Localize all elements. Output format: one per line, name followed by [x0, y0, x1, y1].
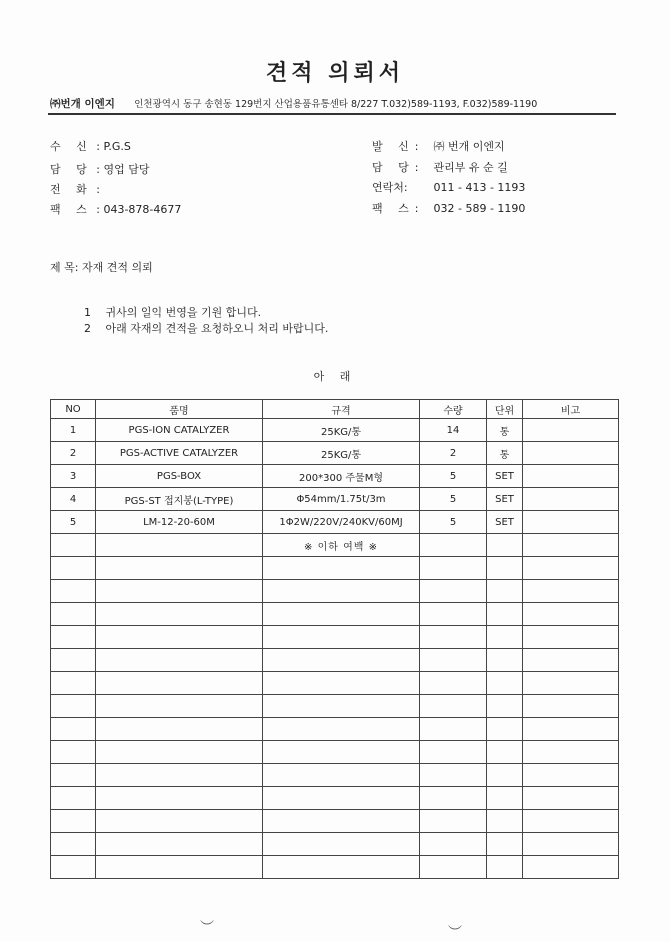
cell-spec: 25KG/통: [263, 442, 420, 465]
empty-cell: [51, 649, 96, 672]
header-spec: 규격: [263, 400, 420, 419]
empty-cell: [263, 580, 420, 603]
empty-cell: [420, 718, 487, 741]
empty-cell: [487, 672, 523, 695]
table-row: [51, 741, 619, 764]
sender-phone-value: 011 - 413 - 1193: [433, 181, 526, 194]
cell-spec: 25KG/통: [263, 419, 420, 442]
empty-cell: [523, 833, 619, 856]
table-row: [51, 603, 619, 626]
header-quantity: 수량: [420, 400, 487, 419]
paragraph-number: 1: [84, 306, 91, 319]
empty-cell: [51, 695, 96, 718]
empty-cell: [51, 787, 96, 810]
sender-contact-value: 관리부 유 순 길: [433, 161, 508, 174]
table-row: [51, 672, 619, 695]
recipient-fax-value: : 043-878-4677: [96, 203, 182, 216]
empty-cell: [487, 764, 523, 787]
table-row: [51, 695, 619, 718]
company-address: 인천광역시 동구 송현동 129번지 산업용품유통센타 8/227 T.032)589-1193, F.032)589-1190: [134, 99, 538, 110]
empty-cell: [263, 833, 420, 856]
recipient-contact-value: : 영업 담당: [96, 163, 150, 176]
empty-cell: [420, 534, 487, 557]
empty-cell: [523, 741, 619, 764]
empty-cell: [523, 672, 619, 695]
sender-from: [372, 138, 505, 154]
paragraph-1: [84, 304, 261, 320]
empty-cell: [263, 856, 420, 879]
empty-cell: [96, 626, 263, 649]
document-title: 견적 의뢰서: [266, 61, 404, 86]
empty-cell: [487, 626, 523, 649]
recipient-to-label: 수 신: [50, 140, 93, 153]
empty-cell: [51, 557, 96, 580]
empty-cell: [51, 672, 96, 695]
empty-cell: [487, 787, 523, 810]
empty-cell: [263, 626, 420, 649]
sender-from-label: 발 신:: [372, 140, 425, 153]
empty-cell: [263, 649, 420, 672]
cell-no: 1: [51, 419, 96, 442]
empty-cell: [523, 764, 619, 787]
cell-item-name: LM-12-20-60M: [96, 511, 263, 534]
cell-quantity: 14: [420, 419, 487, 442]
table-row: [51, 764, 619, 787]
empty-cell: [523, 718, 619, 741]
empty-cell: [96, 534, 263, 557]
table-row: [51, 787, 619, 810]
table-row: [51, 856, 619, 879]
cell-unit: SET: [487, 488, 523, 511]
table-header-row: [51, 400, 619, 419]
empty-cell: [420, 741, 487, 764]
empty-cell: [263, 787, 420, 810]
sender-contact: [372, 159, 508, 175]
table-row: [51, 419, 619, 442]
table-row: [51, 649, 619, 672]
empty-cell: [263, 718, 420, 741]
table-row: [51, 626, 619, 649]
cell-no: 5: [51, 511, 96, 534]
empty-cell: [487, 856, 523, 879]
header-unit: 단위: [487, 400, 523, 419]
empty-cell: [523, 649, 619, 672]
empty-cell: [523, 856, 619, 879]
sender-phone-label: 연락처:: [372, 181, 408, 194]
empty-cell: [51, 810, 96, 833]
empty-cell: [51, 718, 96, 741]
empty-cell: [487, 833, 523, 856]
empty-cell: [96, 557, 263, 580]
cell-spec: Φ54mm/1.75t/3m: [263, 488, 420, 511]
cell-item-name: PGS-ION CATALYZER: [96, 419, 263, 442]
empty-cell: [51, 534, 96, 557]
end-note: ※ 이하 여백 ※: [263, 534, 420, 557]
empty-cell: [96, 787, 263, 810]
empty-cell: [96, 603, 263, 626]
empty-cell: [420, 603, 487, 626]
sender-phone: [372, 179, 525, 195]
cell-no: 2: [51, 442, 96, 465]
empty-cell: [420, 626, 487, 649]
table-row: [51, 557, 619, 580]
recipient-contact-label: 담 당: [50, 163, 93, 176]
cell-unit: SET: [487, 465, 523, 488]
recipient-phone-label: 전 화: [50, 183, 93, 196]
cell-unit: SET: [487, 511, 523, 534]
empty-cell: [96, 856, 263, 879]
cell-remarks: [523, 442, 619, 465]
empty-cell: [420, 810, 487, 833]
sender-fax-label: 팩 스:: [372, 202, 425, 215]
empty-cell: [523, 695, 619, 718]
paragraph-text: 아래 자재의 견적을 요청하오니 처리 바랍니다.: [105, 322, 329, 335]
cell-quantity: 5: [420, 465, 487, 488]
scan-mark: ︶: [200, 920, 214, 936]
subject-line: [50, 259, 153, 275]
empty-cell: [96, 649, 263, 672]
empty-cell: [96, 695, 263, 718]
empty-cell: [420, 557, 487, 580]
table-row: [51, 718, 619, 741]
empty-cell: [51, 580, 96, 603]
empty-cell: [487, 649, 523, 672]
empty-cell: [487, 580, 523, 603]
empty-cell: [523, 603, 619, 626]
table-row: [51, 534, 619, 557]
cell-unit: 통: [487, 419, 523, 442]
cell-item-name: PGS-BOX: [96, 465, 263, 488]
empty-cell: [523, 787, 619, 810]
paragraph-number: 2: [84, 322, 91, 335]
cell-unit: 통: [487, 442, 523, 465]
empty-cell: [420, 695, 487, 718]
recipient-to: [50, 138, 131, 154]
cell-item-name: PGS-ST 접지봉(L-TYPE): [96, 488, 263, 511]
sender-contact-label: 담 당:: [372, 161, 425, 174]
empty-cell: [420, 649, 487, 672]
empty-cell: [487, 557, 523, 580]
company-name: ㈜번개 이엔지: [50, 98, 115, 110]
recipient-phone-value: :: [96, 183, 100, 196]
table-row: [51, 580, 619, 603]
recipient-fax-label: 팩 스: [50, 203, 93, 216]
recipient-phone: [50, 181, 100, 197]
scan-mark: ︶: [448, 925, 462, 941]
recipient-contact: [50, 161, 149, 177]
cell-quantity: 2: [420, 442, 487, 465]
empty-cell: [51, 764, 96, 787]
empty-cell: [51, 741, 96, 764]
empty-cell: [523, 580, 619, 603]
empty-cell: [420, 764, 487, 787]
empty-cell: [420, 833, 487, 856]
cell-remarks: [523, 511, 619, 534]
cell-spec: 1Φ2W/220V/240KV/60MJ: [263, 511, 420, 534]
empty-cell: [487, 718, 523, 741]
empty-cell: [487, 534, 523, 557]
empty-cell: [487, 603, 523, 626]
table-row: [51, 810, 619, 833]
table-row: [51, 465, 619, 488]
cell-remarks: [523, 419, 619, 442]
items-table: [50, 399, 619, 879]
paragraph-2: [84, 320, 328, 336]
header-remarks: 비고: [523, 400, 619, 419]
empty-cell: [523, 557, 619, 580]
empty-cell: [96, 741, 263, 764]
empty-cell: [96, 580, 263, 603]
subject-value: 자재 견적 의뢰: [81, 261, 153, 274]
header-no: NO: [51, 400, 96, 419]
cell-remarks: [523, 488, 619, 511]
cell-item-name: PGS-ACTIVE CATALYZER: [96, 442, 263, 465]
sender-fax-value: 032 - 589 - 1190: [433, 202, 526, 215]
table-row: [51, 488, 619, 511]
empty-cell: [96, 764, 263, 787]
recipient-to-value: : P.G.S: [96, 140, 131, 153]
empty-cell: [420, 672, 487, 695]
company-header: [50, 96, 537, 111]
table-row: [51, 833, 619, 856]
empty-cell: [51, 833, 96, 856]
empty-cell: [263, 741, 420, 764]
sender-fax: [372, 200, 525, 216]
empty-cell: [420, 856, 487, 879]
empty-cell: [263, 810, 420, 833]
empty-cell: [96, 672, 263, 695]
empty-cell: [96, 718, 263, 741]
cell-remarks: [523, 465, 619, 488]
cell-no: 4: [51, 488, 96, 511]
cell-no: 3: [51, 465, 96, 488]
empty-cell: [263, 695, 420, 718]
empty-cell: [487, 810, 523, 833]
empty-cell: [96, 810, 263, 833]
cell-quantity: 5: [420, 511, 487, 534]
cell-quantity: 5: [420, 488, 487, 511]
below-heading: 아 래: [313, 370, 357, 383]
paragraph-text: 귀사의 일익 번영을 기원 합니다.: [105, 306, 262, 319]
empty-cell: [263, 603, 420, 626]
empty-cell: [420, 787, 487, 810]
cell-spec: 200*300 주물M형: [263, 465, 420, 488]
empty-cell: [487, 741, 523, 764]
empty-cell: [523, 534, 619, 557]
recipient-fax: [50, 201, 181, 217]
subject-label: 제 목:: [50, 261, 79, 274]
empty-cell: [523, 810, 619, 833]
empty-cell: [263, 672, 420, 695]
table-row: [51, 442, 619, 465]
empty-cell: [96, 833, 263, 856]
table-row: [51, 511, 619, 534]
empty-cell: [523, 626, 619, 649]
empty-cell: [487, 695, 523, 718]
empty-cell: [51, 603, 96, 626]
empty-cell: [51, 626, 96, 649]
sender-from-value: ㈜ 번개 이엔지: [433, 140, 505, 153]
empty-cell: [51, 856, 96, 879]
empty-cell: [263, 557, 420, 580]
header-divider: [48, 113, 616, 115]
empty-cell: [263, 764, 420, 787]
empty-cell: [420, 580, 487, 603]
header-item-name: 품명: [96, 400, 263, 419]
